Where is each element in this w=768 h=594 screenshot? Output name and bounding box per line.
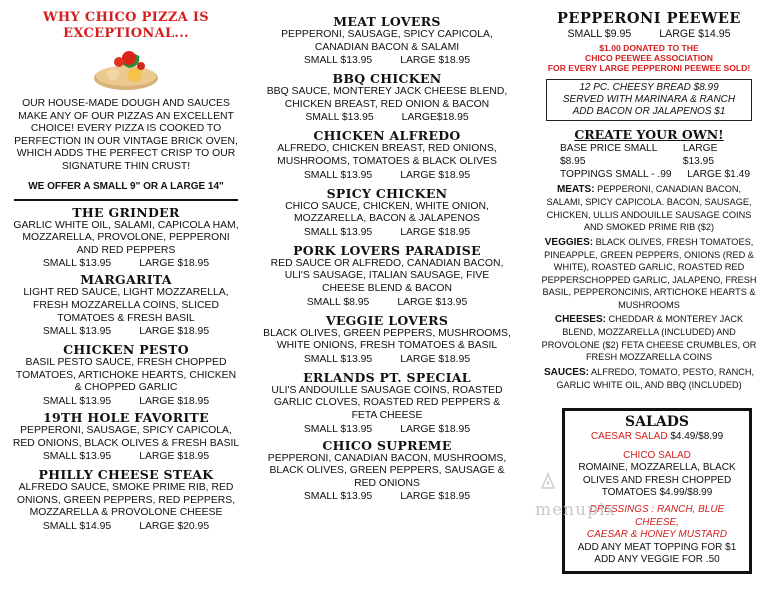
item-description: GARLIC WHITE OIL, SALAMI, CAPICOLA HAM, MOZZARELLA, PROVOLONE, PEPPERONI AND RED PEPPERS [13, 219, 239, 256]
pep-large-price: LARGE $14.95 [659, 28, 731, 40]
item-description: CHICO SAUCE, CHICKEN, WHITE ONION, MOZZARELLA, BACON & JALAPENOS [285, 200, 489, 225]
large-price: LARGE $18.95 [139, 451, 210, 463]
create-your-own-title: CREATE YOUR OWN! [574, 127, 724, 142]
small-price: SMALL $13.95 [303, 353, 373, 365]
menu-item [262, 14, 512, 67]
menu-column-left [0, 0, 250, 594]
size-banner: WE OFFER A SMALL 9" OR A LARGE 14" [28, 180, 224, 192]
chico-salad-line-2: OLIVES AND FRESH CHOPPED [582, 474, 732, 486]
menu-item [262, 186, 512, 239]
item-description: BLACK OLIVES, GREEN PEPPERS, MUSHROOMS, WHITE ONIONS, FRESH TOMATOES & BASIL [263, 327, 511, 352]
salads-box [562, 408, 752, 574]
item-name: VEGGIE LOVERS [325, 312, 449, 328]
pizza-board-icon [91, 44, 161, 92]
large-price: LARGE $18.95 [400, 353, 471, 365]
item-description: BASIL PESTO SAUCE, FRESH CHOPPED TOMATOES, ARTICHOKE HEARTS, CHICKEN & CHOPPED GARLIC [15, 357, 237, 394]
item-name: PHILLY CHEESE STEAK [38, 467, 214, 483]
item-name: THE GRINDER [72, 204, 180, 220]
menu-item [12, 410, 240, 463]
item-description: PEPPERONI, SAUSAGE, SPICY CAPICOLA, CANADIAN BACON & SALAMI [281, 29, 493, 53]
addon-veggie: ADD ANY VEGGIE FOR .50 [594, 554, 720, 566]
donation-line-3: FOR EVERY LARGE PEPPERONI PEEWEE SOLD! [547, 63, 751, 73]
item-description: RED SAUCE OR ALFREDO, CANADIAN BACON, ULI'S SAUSAGE, ITALIAN SAUSAGE, FIVE CHEESE BLEND & BACON [270, 257, 504, 294]
bread-line-3: ADD BACON OR JALAPENOS $1 [572, 106, 726, 117]
small-price: SMALL $13.95 [303, 226, 373, 238]
cheeses-list: CHEDDAR & MONTEREY JACK BLEND, MOZZARELLA (INCLUDED) AND PROVOLONE ($2) FETA CHEESE CRUMBLES, OR FRESH MOZZARELLA COINS [541, 314, 757, 363]
topping-price-small: TOPPINGS SMALL - .99 [560, 169, 672, 180]
item-name: CHICKEN ALFREDO [313, 128, 461, 144]
cheeses-label: CHEESES: [554, 314, 606, 326]
item-name: BBQ CHICKEN [332, 71, 442, 87]
veggies-list: BLACK OLIVES, FRESH TOMATOES, PINEAPPLE, GREEN PEPPERS, ONIONS (RED & WHITE), ROASTED GARLIC, ROASTED RED PEPPERSCHOPPED GARLIC, JALAPENO, FRESH BASIL, PEPPERONCINIS, ARTICHOKE HEARTS & MUSHROOMS [541, 236, 757, 310]
large-price: LARGE$18.95 [401, 112, 469, 124]
menu-item [262, 128, 512, 181]
menu-item [12, 467, 240, 533]
item-description: ULI'S ANDOUILLE SAUSAGE COINS, ROASTED GARLIC CLOVES, ROASTED RED PEPPERS & FETA CHEESE [271, 384, 503, 421]
sauces-list: ALFREDO, TOMATO, PESTO, RANCH, GARLIC WHITE OIL, AND BBQ (INCLUDED) [556, 366, 755, 391]
sauces-options [538, 366, 760, 392]
item-name: MARGARITA [80, 272, 172, 288]
chico-salad-line-1: ROMAINE, MOZZARELLA, BLACK [578, 462, 736, 474]
dressings-line-2: CAESAR & HONEY MUSTARD [586, 529, 728, 541]
large-price: LARGE $18.95 [139, 395, 210, 407]
donation-line-2: CHICO PEEWEE ASSOCIATION [585, 53, 713, 63]
why-description: OUR HOUSE-MADE DOUGH AND SAUCES MAKE ANY OF OUR PIZZAS AN EXCELLENT CHOICE! EVERY PIZZA IS COOKED TO PERFECTION IN OUR VINTAGE BRICK OVEN, WHICH ADDS THE PERFECT CRISP TO OUR SIGNATURE THIN CRUST! [14, 98, 238, 172]
item-description: LIGHT RED SAUCE, LIGHT MOZZARELLA, FRESH MOZZARELLA COINS, SLICED TOMATOES & FRESH BASIL [23, 287, 229, 324]
item-description: ALFREDO SAUCE, SMOKE PRIME RIB, RED ONIONS, GREEN PEPPERS, RED PEPPERS, MOZZARELLA & PROVOLONE CHEESE [16, 482, 236, 519]
large-price: LARGE $18.95 [139, 326, 210, 338]
small-price: SMALL $13.95 [305, 112, 374, 124]
menu-item [262, 313, 512, 366]
item-name: SPICY CHICKEN [326, 185, 448, 201]
item-name: CHICKEN PESTO [63, 342, 189, 358]
menu-item [12, 205, 240, 271]
menu-item [262, 243, 512, 309]
addon-meat: ADD ANY MEAT TOPPING FOR $1 [577, 541, 737, 553]
chico-salad-name: CHICO SALAD [623, 449, 691, 461]
item-description: PEPPERONI, SAUSAGE, SPICY CAPICOLA, RED ONIONS, BLACK OLIVES & FRESH BASIL [12, 424, 240, 449]
meats-label: MEATS: [556, 184, 595, 195]
item-name: 19TH HOLE FAVORITE [43, 409, 209, 425]
why-title-line-2: EXCEPTIONAL... [63, 26, 189, 41]
item-name: CHICO SUPREME [322, 437, 452, 453]
bread-line-1: 12 PC. CHEESY BREAD $8.99 [579, 82, 719, 93]
item-name: ERLANDS PT. SPECIAL [303, 369, 471, 385]
pepperoni-peewee-title: PEPPERONI PEEWEE [557, 10, 741, 27]
small-price: SMALL $13.95 [303, 423, 373, 435]
base-price-small: BASE PRICE SMALL $8.95 [560, 143, 658, 167]
pep-small-price: SMALL $9.95 [567, 28, 632, 40]
large-price: LARGE $18.95 [139, 258, 210, 270]
meats-list: PEPPERONI, CANADIAN BACON, SALAMI, SPICY CAPICOLA. BACON, SAUSAGE, CHICKEN, ULLIS ANDOUILLE SAUSAGE COINS AND SMOKED PRIME RIB ($2) [546, 184, 752, 233]
menu-item [12, 272, 240, 338]
sauces-label: SAUCES: [543, 366, 589, 378]
small-price: SMALL $13.95 [303, 491, 373, 503]
divider [14, 199, 238, 201]
large-price: LARGE $18.95 [400, 55, 471, 67]
small-price: SMALL $13.95 [303, 169, 373, 181]
large-price: LARGE $13.95 [397, 296, 468, 308]
item-name: MEAT LOVERS [333, 14, 441, 29]
menupix-logo-icon [540, 472, 556, 490]
large-price: LARGE $20.95 [139, 520, 210, 532]
large-price: LARGE $18.95 [400, 423, 471, 435]
veggies-options [538, 236, 760, 311]
large-price: LARGE $18.95 [400, 226, 471, 238]
small-price: SMALL $13.95 [42, 395, 112, 407]
small-price: SMALL $13.95 [42, 451, 112, 463]
small-price: SMALL $14.95 [42, 520, 112, 532]
small-price: SMALL $13.95 [42, 258, 112, 270]
large-price: LARGE $18.95 [400, 169, 471, 181]
dressings-line-1: DRESSINGS : RANCH, BLUE CHEESE, [589, 503, 725, 528]
meats-options [538, 183, 760, 234]
item-description: ALFREDO, CHICKEN BREAST, RED ONIONS, MUSHROOMS, TOMATOES & BLACK OLIVES [277, 143, 497, 167]
menu-column-middle [258, 0, 516, 594]
caesar-name: CAESAR SALAD [590, 431, 668, 442]
menu-item [262, 370, 512, 436]
caesar-price: $4.49/$8.99 [670, 431, 724, 442]
cheeses-options [538, 313, 760, 364]
small-price: SMALL $13.95 [303, 55, 373, 67]
salads-title: SALADS [625, 414, 689, 430]
donation-line-1: $1.00 DONATED TO THE [599, 43, 699, 53]
veggies-label: VEGGIES: [544, 236, 594, 248]
small-price: SMALL $13.95 [42, 326, 112, 338]
menupix-watermark: menupix [535, 500, 616, 520]
bread-line-2: SERVED WITH MARINARA & RANCH [562, 94, 736, 105]
cheesy-bread-box [546, 79, 752, 121]
menu-item [12, 342, 240, 408]
small-price: SMALL $8.95 [306, 296, 370, 308]
base-price-large: LARGE $13.95 [682, 143, 718, 167]
chico-salad-line-3: TOMATOES $4.99/$8.99 [601, 487, 713, 499]
why-title-line-1: WHY CHICO PIZZA IS [43, 10, 209, 25]
menu-item [262, 438, 512, 504]
topping-price-large: LARGE $1.49 [687, 169, 750, 180]
large-price: LARGE $18.95 [400, 491, 471, 503]
menu-item [262, 71, 512, 124]
caesar-salad [569, 431, 745, 444]
item-description: BBQ SAUCE, MONTEREY JACK CHEESE BLEND, CHICKEN BREAST, RED ONION & BACON [266, 86, 508, 110]
item-name: PORK LOVERS PARADISE [293, 242, 481, 258]
item-description: PEPPERONI, CANADIAN BACON, MUSHROOMS, BLACK OLIVES, GREEN PEPPERS, SAUSAGE & RED ONIONS [267, 452, 507, 489]
